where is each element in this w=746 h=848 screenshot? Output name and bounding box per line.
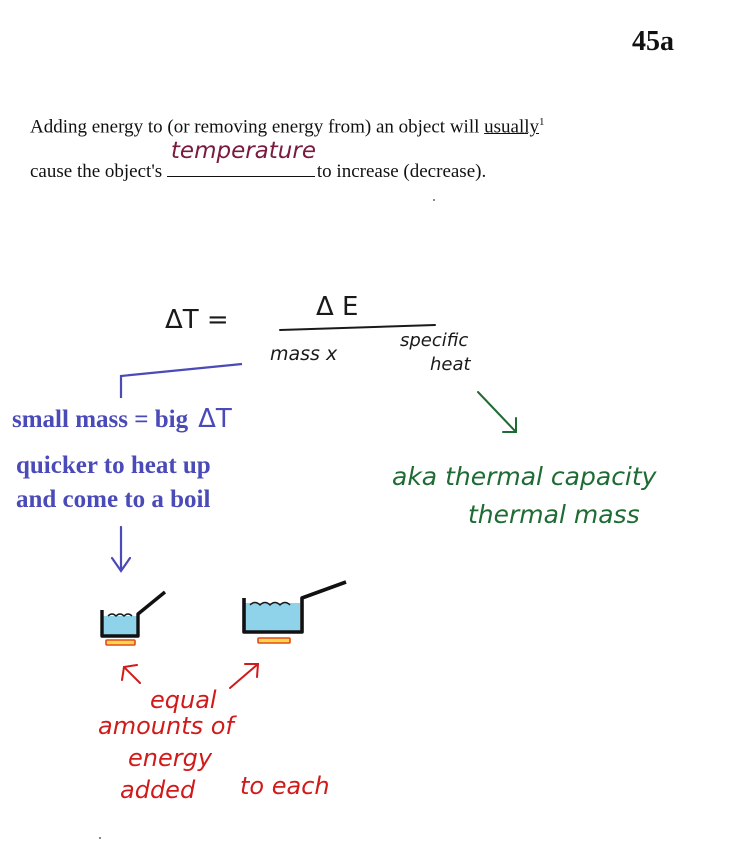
right-note-line-1: aka thermal capacity [392,462,657,491]
equation-denominator-specific: specific [400,330,469,351]
bottom-note-line-3: energy [128,744,213,772]
usually-underlined: usually [484,116,540,138]
small-pot-icon [102,592,165,645]
fraction-bar [280,325,435,330]
bottom-note-line-4a: added [120,776,196,804]
page-number: 45a [632,26,674,57]
equation-denominator-heat: heat [430,354,471,375]
sentence-line-2-end: to increase (decrease). [316,161,487,182]
scan-speck [433,199,435,201]
bottom-note-line-1: equal [150,686,217,714]
delta-t-symbol: ΔT [198,404,232,434]
right-note-line-2: thermal mass [468,500,640,529]
left-note-line-3: and come to a boil [16,486,211,513]
blank-answer-handwritten: temperature [170,138,316,164]
large-pot-icon [244,582,346,643]
left-note-line-1-text: small mass = big [12,406,189,433]
scan-speck [99,837,101,839]
green-arrow [478,392,516,432]
bottom-note-line-2: amounts of [98,712,234,740]
equation-numerator: Δ E [316,292,359,322]
left-note-line-2: quicker to heat up [16,452,211,479]
red-arrow-right [230,664,258,688]
mass-bracket-line [121,364,242,398]
sentence-line-2-text: cause the object's [30,161,167,182]
bottom-note-line-4b: to each [240,772,330,800]
footnote-mark: 1 [539,116,545,128]
red-arrow-left [122,665,140,683]
blue-down-arrow [112,527,130,571]
equation-lhs: ΔT = [165,305,229,335]
equation-denominator-mass: mass x [270,343,338,365]
sentence-line-1-text: Adding energy to (or removing energy from) an object will [30,116,485,138]
